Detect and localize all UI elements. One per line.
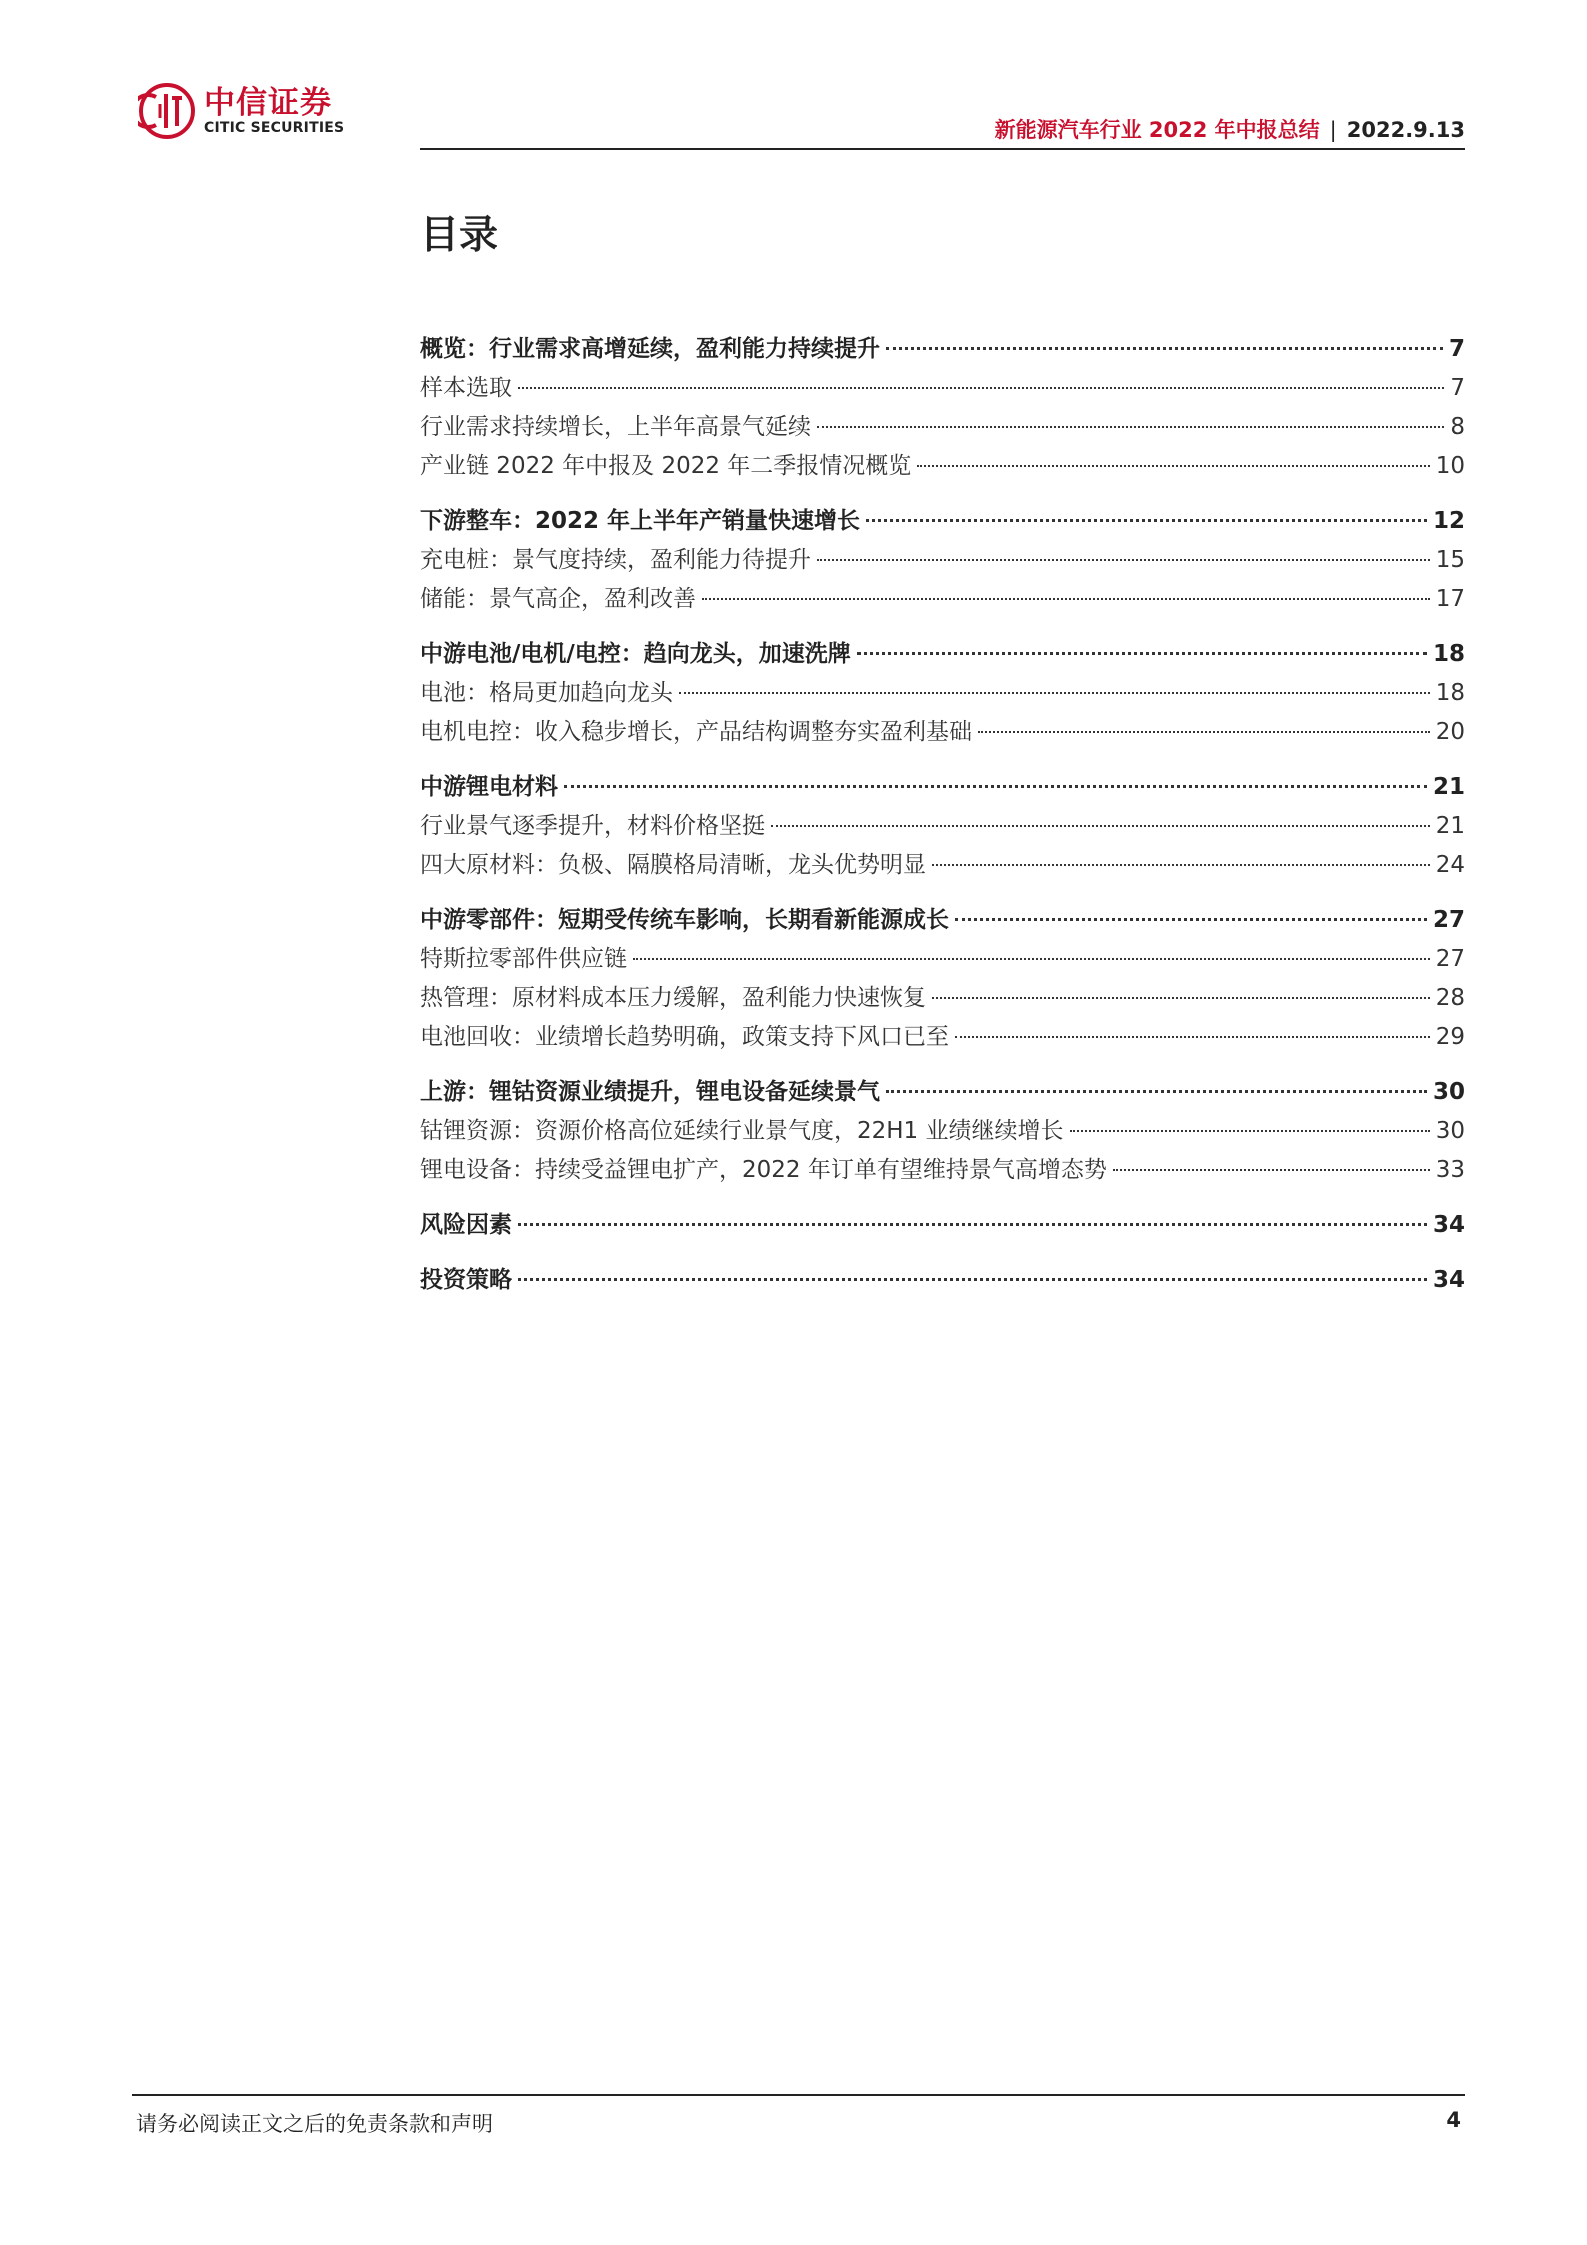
toc-section-entry[interactable] [420, 1073, 1465, 1112]
toc-subsection-entry[interactable] [420, 1112, 1465, 1151]
toc-entry-page: 27 [1435, 946, 1465, 972]
toc-entry-title: 行业需求持续增长，上半年高景气延续 [420, 414, 811, 440]
toc-entry-page: 29 [1435, 1024, 1465, 1050]
toc-section-gap [420, 1190, 1465, 1206]
toc-entry-title: 中游锂电材料 [420, 774, 558, 800]
toc-dot-leader [633, 958, 1430, 960]
toc-dot-leader [886, 1090, 1427, 1093]
citic-logo [138, 82, 344, 140]
toc-subsection-entry[interactable] [420, 580, 1465, 619]
toc-dot-leader [518, 387, 1444, 389]
toc-subsection-entry[interactable] [420, 541, 1465, 580]
toc-entry-page: 28 [1435, 985, 1465, 1011]
report-date: 2022.9.13 [1346, 118, 1465, 142]
toc-section-gap [420, 486, 1465, 502]
toc-entry-page: 18 [1435, 680, 1465, 706]
toc-entry-title: 充电桩：景气度持续，盈利能力待提升 [420, 547, 811, 573]
toc-subsection-entry[interactable] [420, 807, 1465, 846]
toc-section-entry[interactable] [420, 635, 1465, 674]
header-divider [420, 148, 1465, 150]
toc-subsection-entry[interactable] [420, 1018, 1465, 1057]
toc-dot-leader [932, 997, 1430, 999]
toc-entry-title: 样本选取 [420, 375, 512, 401]
toc-entry-title: 四大原材料：负极、隔膜格局清晰，龙头优势明显 [420, 852, 926, 878]
toc-subsection-entry[interactable] [420, 447, 1465, 486]
brand-name-en: CITIC SECURITIES [204, 120, 345, 136]
toc-entry-page: 8 [1450, 414, 1465, 440]
toc-subsection-entry[interactable] [420, 674, 1465, 713]
toc-section-entry[interactable] [420, 901, 1465, 940]
toc-entry-title: 中游零部件：短期受传统车影响，长期看新能源成长 [420, 907, 949, 933]
toc-entry-title: 电池回收：业绩增长趋势明确，政策支持下风口已至 [420, 1024, 949, 1050]
toc-subsection-entry[interactable] [420, 940, 1465, 979]
toc-entry-title: 风险因素 [420, 1212, 512, 1238]
toc-dot-leader [886, 347, 1443, 350]
toc-entry-title: 下游整车：2022 年上半年产销量快速增长 [420, 508, 861, 534]
toc-entry-title: 电机电控：收入稳步增长，产品结构调整夯实盈利基础 [420, 719, 972, 745]
toc-dot-leader [518, 1278, 1427, 1281]
toc-subsection-entry[interactable] [420, 369, 1465, 408]
toc-subsection-entry[interactable] [420, 1151, 1465, 1190]
toc-dot-leader [817, 559, 1430, 561]
toc-heading: 目录 [420, 213, 499, 258]
toc-entry-title: 锂电设备：持续受益锂电扩产，2022 年订单有望维持景气高增态势 [420, 1157, 1107, 1183]
toc-entry-page: 21 [1435, 813, 1465, 839]
toc-entry-page: 20 [1435, 719, 1465, 745]
citic-logo-icon [138, 82, 196, 140]
toc-entry-title: 上游：锂钴资源业绩提升，锂电设备延续景气 [420, 1079, 880, 1105]
toc-dot-leader [1070, 1130, 1430, 1132]
toc-section-gap [420, 885, 1465, 901]
page-header [0, 0, 1587, 160]
toc-entry-page: 18 [1432, 641, 1465, 667]
toc-entry-page: 12 [1432, 508, 1465, 534]
toc-subsection-entry[interactable] [420, 408, 1465, 447]
toc-subsection-entry[interactable] [420, 979, 1465, 1018]
toc-entry-page: 7 [1448, 336, 1465, 362]
toc-section-entry[interactable] [420, 502, 1465, 541]
toc-subsection-entry[interactable] [420, 713, 1465, 752]
toc-section-entry[interactable] [420, 330, 1465, 369]
toc-dot-leader [564, 785, 1427, 788]
toc-entry-page: 24 [1435, 852, 1465, 878]
toc-entry-title: 中游电池/电机/电控：趋向龙头，加速洗牌 [420, 641, 851, 667]
toc-dot-leader [978, 731, 1430, 733]
footer-divider [132, 2094, 1465, 2096]
toc-entry-title: 产业链 2022 年中报及 2022 年二季报情况概览 [420, 453, 912, 479]
toc-section-gap [420, 619, 1465, 635]
report-title-text: 新能源汽车行业 2022 年中报总结 [994, 118, 1320, 142]
footer-disclaimer: 请务必阅读正文之后的免责条款和声明 [136, 2112, 493, 2136]
toc-dot-leader [702, 598, 1430, 600]
toc-entry-page: 7 [1450, 375, 1465, 401]
toc-dot-leader [917, 465, 1429, 467]
toc-section-entry[interactable] [420, 1206, 1465, 1245]
toc-entry-title: 投资策略 [420, 1267, 512, 1293]
toc-section-gap [420, 752, 1465, 768]
toc-dot-leader [955, 918, 1427, 921]
toc-dot-leader [866, 519, 1427, 522]
toc-section-gap [420, 1057, 1465, 1073]
toc-entry-page: 17 [1435, 586, 1465, 612]
toc-entry-page: 15 [1435, 547, 1465, 573]
toc-dot-leader [817, 426, 1444, 428]
toc-entry-page: 10 [1435, 453, 1465, 479]
toc-subsection-entry[interactable] [420, 846, 1465, 885]
toc-dot-leader [857, 652, 1427, 655]
toc-entry-title: 钴锂资源：资源价格高位延续行业景气度，22H1 业绩继续增长 [420, 1118, 1064, 1144]
toc-entry-page: 34 [1432, 1267, 1465, 1293]
toc-section-gap [420, 1245, 1465, 1261]
table-of-contents [420, 330, 1465, 1300]
toc-entry-title: 特斯拉零部件供应链 [420, 946, 627, 972]
toc-entry-page: 33 [1435, 1157, 1465, 1183]
toc-entry-title: 概览：行业需求高增延续，盈利能力持续提升 [420, 336, 880, 362]
toc-dot-leader [518, 1223, 1427, 1226]
brand-name-cn: 中信证券 [204, 85, 332, 121]
toc-dot-leader [955, 1036, 1430, 1038]
toc-entry-page: 21 [1432, 774, 1465, 800]
toc-entry-title: 行业景气逐季提升，材料价格坚挺 [420, 813, 765, 839]
page-number: 4 [1446, 2108, 1461, 2132]
toc-dot-leader [1113, 1169, 1430, 1171]
title-separator: | [1329, 118, 1337, 142]
toc-entry-page: 34 [1432, 1212, 1465, 1238]
toc-entry-page: 27 [1432, 907, 1465, 933]
toc-dot-leader [932, 864, 1430, 866]
toc-entry-title: 储能：景气高企，盈利改善 [420, 586, 696, 612]
report-title [995, 114, 1465, 144]
toc-section-entry[interactable] [420, 1261, 1465, 1300]
toc-entry-title: 电池：格局更加趋向龙头 [420, 680, 673, 706]
toc-entry-title: 热管理：原材料成本压力缓解，盈利能力快速恢复 [420, 985, 926, 1011]
toc-dot-leader [679, 692, 1430, 694]
toc-dot-leader [771, 825, 1430, 827]
toc-entry-page: 30 [1435, 1118, 1465, 1144]
toc-entry-page: 30 [1432, 1079, 1465, 1105]
toc-section-entry[interactable] [420, 768, 1465, 807]
